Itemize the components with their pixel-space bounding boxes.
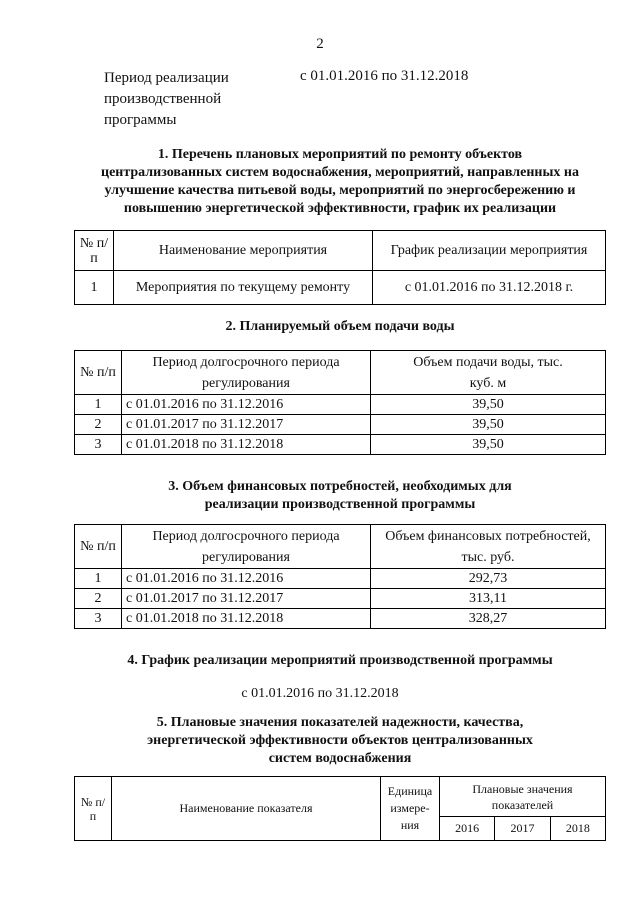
header-finance: Объем финансовых потребностей, тыс. руб. xyxy=(371,525,606,569)
cell-finance: 313,11 xyxy=(371,589,606,609)
section1-title xyxy=(70,146,610,218)
header-volume: Объем подачи воды, тыс. куб. м xyxy=(371,351,606,395)
section5-title xyxy=(70,714,610,768)
section4-period: с 01.01.2016 по 31.12.2018 xyxy=(241,686,399,701)
header-indicator-name: Наименование показателя xyxy=(112,777,381,841)
cell-finance: 328,27 xyxy=(371,609,606,629)
section3-table xyxy=(74,524,606,629)
table-row xyxy=(75,395,606,415)
cell-name: Мероприятия по текущему ремонту xyxy=(114,271,373,305)
section1-title-line: централизованных систем водоснабжения, мероприятий, направленных на xyxy=(101,165,579,180)
period-label-line: Период реализации xyxy=(104,70,229,86)
header-num: № п/п xyxy=(75,351,122,395)
cell-volume: 39,50 xyxy=(371,395,606,415)
table-row xyxy=(75,609,606,629)
section3-title-line: реализации производственной программы xyxy=(204,497,476,512)
period-label xyxy=(104,68,284,131)
section1-title-line: 1. Перечень плановых мероприятий по ремонту объектов xyxy=(157,147,523,162)
table-header-row xyxy=(75,777,606,817)
table-header-row xyxy=(75,231,606,271)
table-header-row xyxy=(75,351,606,395)
cell-volume: 39,50 xyxy=(371,415,606,435)
section5-title-line: систем водоснабжения xyxy=(268,751,412,766)
period-label-line: производственной xyxy=(104,91,222,107)
section1-table xyxy=(74,230,606,305)
cell-period: с 01.01.2016 по 31.12.2016 xyxy=(122,395,371,415)
cell-num: 1 xyxy=(75,569,122,589)
cell-period: с 01.01.2016 по 31.12.2016 xyxy=(122,569,371,589)
page-number: 2 xyxy=(316,36,324,52)
header-year: 2017 xyxy=(495,817,550,841)
table-row xyxy=(75,271,606,305)
cell-period: с 01.01.2017 по 31.12.2017 xyxy=(122,415,371,435)
cell-period: с 01.01.2017 по 31.12.2017 xyxy=(122,589,371,609)
cell-num: 2 xyxy=(75,415,122,435)
header-planned-values: Плановые значения показателей xyxy=(440,777,606,817)
period-value: с 01.01.2016 по 31.12.2018 xyxy=(300,68,469,84)
section5-title-line: энергетической эффективности объектов централизованных xyxy=(147,733,533,748)
header-num: № п/п xyxy=(75,525,122,569)
cell-num: 3 xyxy=(75,609,122,629)
table-row xyxy=(75,415,606,435)
header-year: 2016 xyxy=(440,817,495,841)
section3-title-line: 3. Объем финансовых потребностей, необходимых для xyxy=(168,479,512,494)
table-row xyxy=(75,435,606,455)
section1-title-line: повышению энергетической эффективности, график их реализации xyxy=(123,201,557,216)
section3-title xyxy=(70,478,610,514)
header-schedule: График реализации мероприятия xyxy=(373,231,606,271)
header-year: 2018 xyxy=(550,817,605,841)
header-name: Наименование мероприятия xyxy=(114,231,373,271)
table-row xyxy=(75,569,606,589)
cell-num: 3 xyxy=(75,435,122,455)
cell-schedule: с 01.01.2016 по 31.12.2018 г. xyxy=(373,271,606,305)
cell-period: с 01.01.2018 по 31.12.2018 xyxy=(122,435,371,455)
period-label-line: программы xyxy=(104,112,177,128)
section2-table xyxy=(74,350,606,455)
table-row xyxy=(75,589,606,609)
cell-period: с 01.01.2018 по 31.12.2018 xyxy=(122,609,371,629)
cell-num: 2 xyxy=(75,589,122,609)
header-num: № п/п xyxy=(75,231,114,271)
section2-title: 2. Планируемый объем подачи воды xyxy=(225,319,455,334)
header-period: Период долгосрочного периода регулирования xyxy=(122,351,371,395)
section4-title: 4. График реализации мероприятий производственной программы xyxy=(127,653,553,668)
cell-num: 1 xyxy=(75,271,114,305)
cell-volume: 39,50 xyxy=(371,435,606,455)
table-header-row xyxy=(75,525,606,569)
section1-title-line: улучшение качества питьевой воды, мероприятий по энергосбережению и xyxy=(104,183,576,198)
section5-table xyxy=(74,776,606,841)
header-unit: Единица измере- ния xyxy=(381,777,440,841)
section5-title-line: 5. Плановые значения показателей надежности, качества, xyxy=(156,715,524,730)
header-num: № п/п xyxy=(75,777,112,841)
cell-num: 1 xyxy=(75,395,122,415)
cell-finance: 292,73 xyxy=(371,569,606,589)
header-period: Период долгосрочного периода регулирования xyxy=(122,525,371,569)
